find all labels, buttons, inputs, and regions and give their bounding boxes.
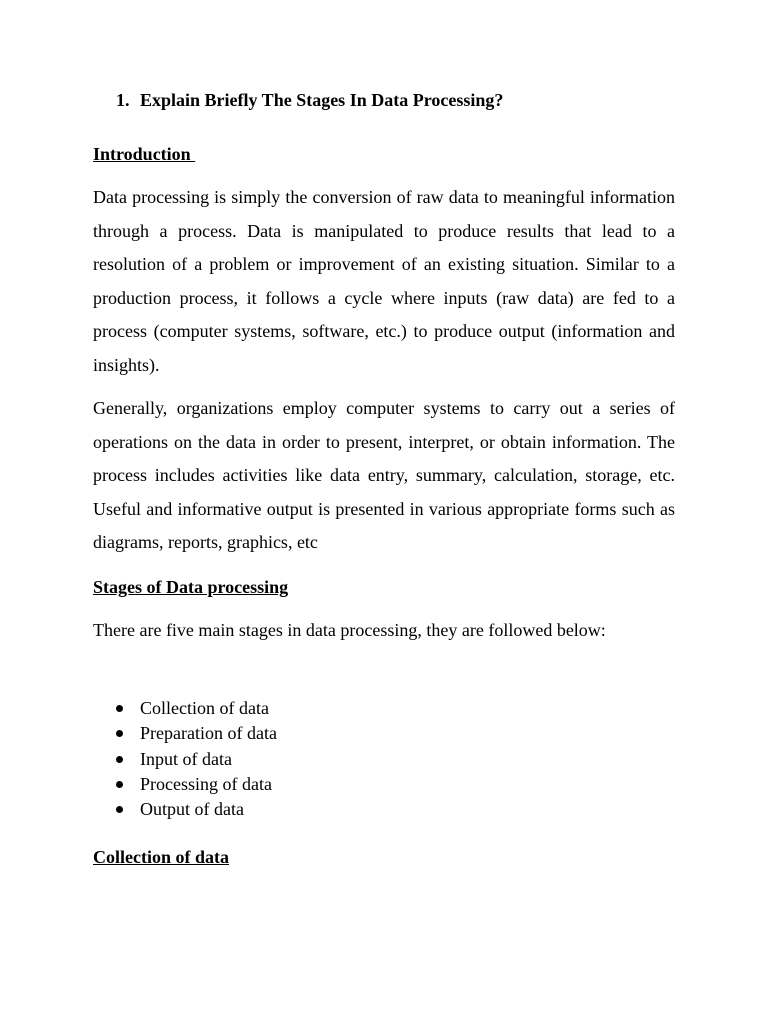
- list-item-label: Processing of data: [140, 773, 272, 794]
- intro-paragraph-1: Data processing is simply the conversion of raw data to meaningful information through a process. Data is manipulated to produce results that lead to a resolution of a problem or improvement of an existing situation. Similar to a production process, it follows a cycle where inputs (raw data) are fed to a process (computer systems, software, etc.) to produce output (information and insights).: [93, 187, 675, 375]
- list-item: [93, 696, 277, 721]
- list-item-label: Preparation of data: [140, 723, 277, 744]
- stages-heading: Stages of Data processing: [93, 577, 289, 597]
- list-item-label: Input of data: [140, 748, 232, 769]
- introduction-heading: Introduction: [93, 144, 196, 164]
- question-number: 1.: [116, 90, 130, 110]
- intro-paragraph-2: Generally, organizations employ computer systems to carry out a series of operations on the data in order to present, interpret, or obtain information. The process includes activities like data entry, summary, calculation, storage, etc. Useful and informative output is presented in various appropriate forms such as diagrams, reports, graphics, etc: [93, 398, 675, 553]
- bullet-icon: [116, 756, 123, 763]
- bullet-icon: [116, 730, 123, 737]
- list-item: [93, 747, 277, 772]
- question-text: Explain Briefly The Stages In Data Processing?: [140, 90, 504, 110]
- list-item-label: Output of data: [140, 799, 244, 820]
- list-item: [93, 721, 277, 746]
- collection-heading: Collection of data: [93, 847, 229, 867]
- stages-list: [93, 696, 277, 822]
- list-item: [93, 797, 277, 822]
- list-item: [93, 772, 277, 797]
- stages-intro-paragraph: There are five main stages in data processing, they are followed below:: [93, 620, 606, 640]
- bullet-icon: [116, 781, 123, 788]
- question-title: [116, 88, 503, 112]
- list-item-label: Collection of data: [140, 698, 269, 718]
- bullet-icon: [116, 806, 123, 813]
- bullet-icon: [116, 705, 123, 712]
